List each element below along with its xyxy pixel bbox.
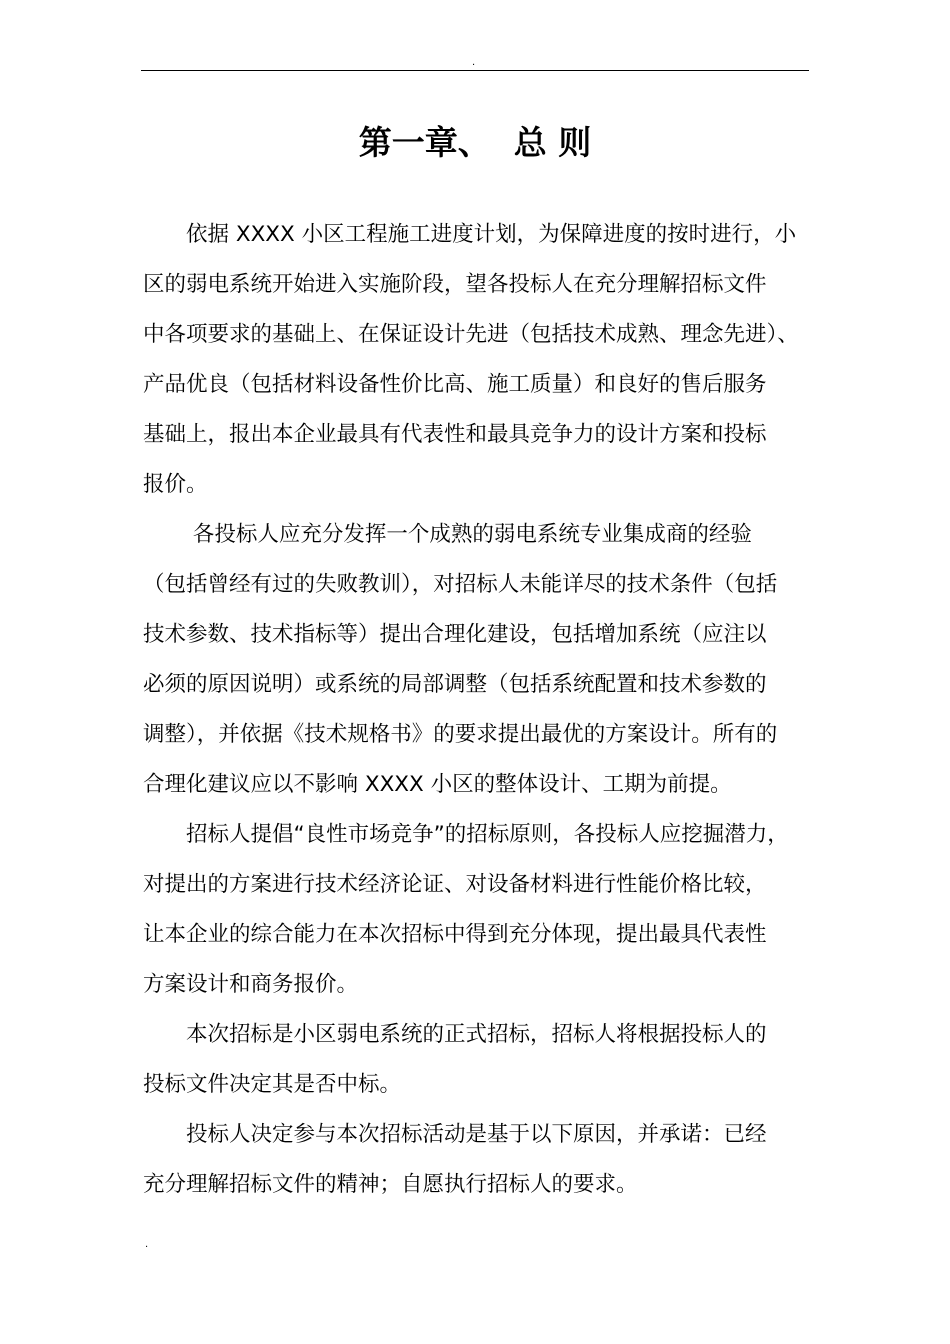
paragraph-competition: 招标人提倡“良性市场竞争”的招标原则，各投标人应挖掘潜力， 对提出的方案进行技术经济论证、对设备材料进行性能价格比较， 让本企业的综合能力在本次招标中得到充分体现，提出最具代表性 方案设计和商务报价。: [143, 822, 789, 997]
paragraph-formal-tender: 本次招标是小区弱电系统的正式招标，招标人将根据投标人的 投标文件决定其是否中标。: [143, 1022, 767, 1097]
paragraph-bidder-experience: 各投标人应充分发挥一个成熟的弱电系统专业集成商的经验 （包括曾经有过的失败教训），对招标人未能详尽的技术条件（包括 技术参数、技术指标等）提出合理化建设，包括增加系统（应注以 必须的原因说明）或系统的局部调整（包括系统配置和技术参数的 调整），并依据《技术规格书》的要求提出最优的方案设计。所有的 合理化建议应以不影响 XXXX 小区的整体设计、工期为前提。: [143, 522, 778, 797]
paragraph-intro: 依据 XXXX 小区工程施工进度计划，为保障进度的按时进行，小 区的弱电系统开始进入实施阶段，望各投标人在充分理解招标文件 中各项要求的基础上、在保证设计先进（包括技术成熟、理念先进）、 产品优良（包括材料设备性价比高、施工质量）和良好的售后服务 基础上，报出本企业最具有代表性和最具竞争力的设计方案和投标 报价。: [143, 222, 799, 497]
chapter-title: 第一章、 总 则: [358, 123, 592, 162]
header-rule: [141, 70, 809, 71]
header-mark: .: [472, 57, 476, 68]
paragraph-commitment: 投标人决定参与本次招标活动是基于以下原因，并承诺：已经 充分理解招标文件的精神；自愿执行招标人的要求。: [143, 1122, 767, 1197]
footer-mark: .: [145, 1239, 149, 1250]
body-text: [143, 210, 807, 1210]
